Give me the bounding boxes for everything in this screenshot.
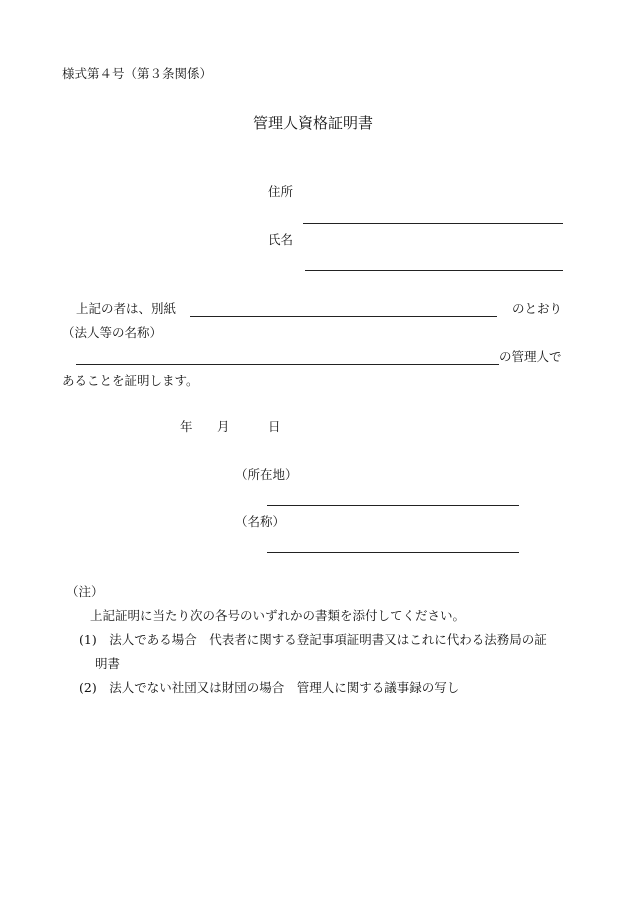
body-line4: あることを証明します。 xyxy=(62,373,199,388)
body-line1-prefix: 上記の者は、別紙 xyxy=(76,301,177,316)
body-line3-suffix: の管理人で xyxy=(499,349,562,364)
notes-item1-line1: (1) 法人である場合 代表者に関する登記事項証明書又はこれに代わる法務局の証 xyxy=(79,632,547,647)
notes-intro: 上記証明に当たり次の各号のいずれかの書類を添付してください。 xyxy=(90,608,466,623)
address-line xyxy=(303,223,563,224)
document-title: 管理人資格証明書 xyxy=(253,114,374,132)
certifier-name-line xyxy=(267,552,519,553)
address-label: 住所 xyxy=(268,184,294,199)
body-line1-suffix: のとおり xyxy=(512,301,563,316)
name-label: 氏名 xyxy=(268,232,294,247)
name-line xyxy=(305,270,563,271)
notes-item2: (2) 法人でない社団又は財団の場合 管理人に関する議事録の写し xyxy=(79,680,460,695)
certifier-location-line xyxy=(267,505,519,506)
date-day: 日 xyxy=(268,419,281,434)
notes-heading: （注） xyxy=(66,584,104,599)
certifier-location-label: （所在地） xyxy=(235,467,298,482)
manager-of-line xyxy=(76,364,499,365)
notes-item1-line2: 明書 xyxy=(95,656,121,671)
form-number: 様式第４号（第３条関係） xyxy=(62,66,213,81)
corp-name-line xyxy=(190,316,497,317)
date-month: 月 xyxy=(217,419,230,434)
date-year: 年 xyxy=(180,419,193,434)
certifier-name-label: （名称） xyxy=(235,514,286,529)
corp-name-note: （法人等の名称） xyxy=(62,325,163,340)
